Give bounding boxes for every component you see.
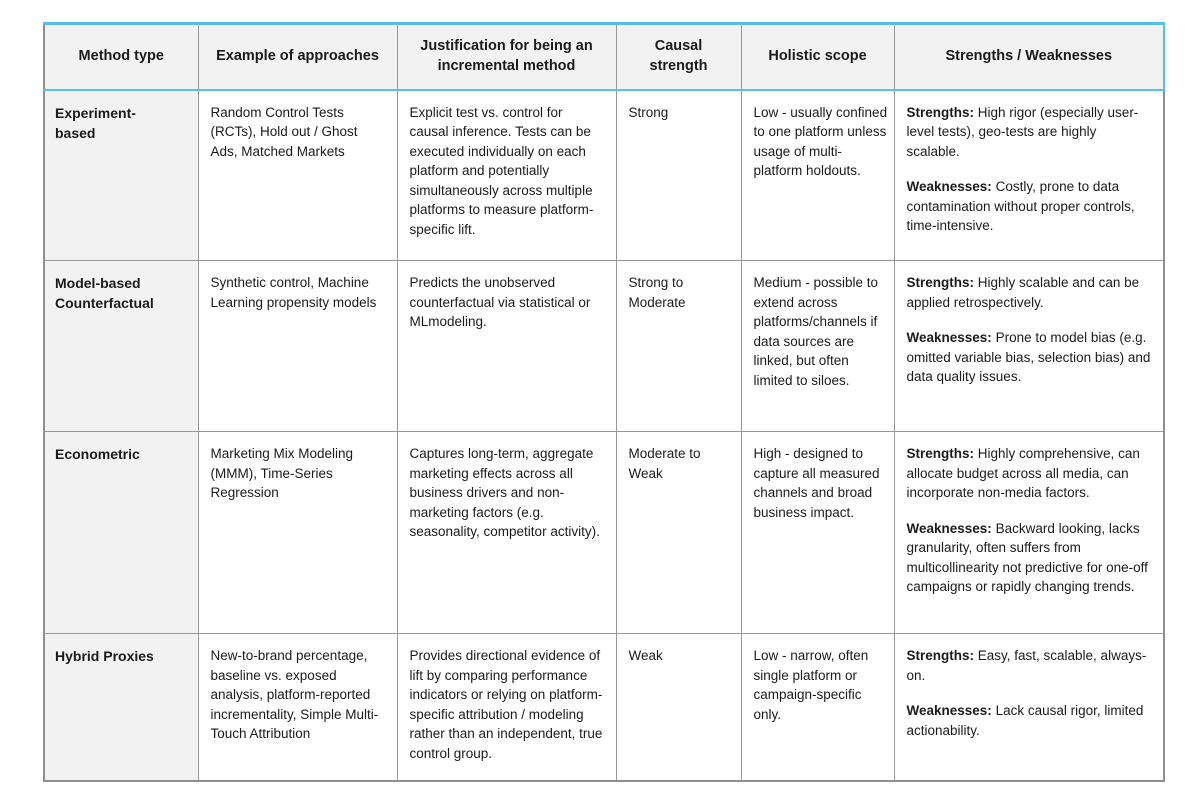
causal-strength-cell: Weak xyxy=(616,634,741,781)
strengths-text: Highly scalable and can be applied retrospectively. xyxy=(906,275,1140,310)
causal-strength-cell: Strong xyxy=(616,90,741,261)
weaknesses-label: Weaknesses: xyxy=(906,703,992,719)
justification-cell: Explicit test vs. control for causal inference. Tests can be executed individually on each platform and potentially simultaneously across multiple platforms to measure platform-specific lift. xyxy=(397,90,616,261)
table-row-econometric xyxy=(44,432,1164,634)
examples-cell: Random Control Tests (RCTs), Hold out / Ghost Ads, Matched Markets xyxy=(198,90,397,261)
table-row-model-based-counterfactual xyxy=(44,261,1164,432)
table-row-hybrid-proxies xyxy=(44,634,1164,781)
causal-strength-cell: Moderate to Weak xyxy=(616,432,741,634)
strengths-weaknesses-cell xyxy=(894,261,1164,432)
strengths-paragraph xyxy=(907,444,1152,503)
strengths-paragraph xyxy=(907,646,1152,685)
weaknesses-label: Weaknesses: xyxy=(906,520,992,536)
header-method-type: Method type xyxy=(44,24,198,90)
header-row xyxy=(44,24,1164,90)
strengths-text: Easy, fast, scalable, always-on. xyxy=(906,648,1147,683)
header-strengths-weaknesses: Strengths / Weaknesses xyxy=(894,24,1164,90)
holistic-scope-cell: Low - usually confined to one platform unless usage of multi-platform holdouts. xyxy=(741,90,894,261)
strengths-text: High rigor (especially user-level tests), geo-tests are highly scalable. xyxy=(906,104,1139,159)
weaknesses-paragraph xyxy=(907,519,1152,597)
weaknesses-paragraph xyxy=(907,177,1152,236)
justification-cell: Provides directional evidence of lift by comparing performance indicators or relying on platform-specific attribution / modeling rather than an independent, true control group. xyxy=(397,634,616,781)
method-type-cell: Econometric xyxy=(44,432,198,634)
weaknesses-paragraph xyxy=(907,701,1152,740)
strengths-label: Strengths: xyxy=(906,446,974,461)
strengths-label: Strengths: xyxy=(906,104,974,120)
strengths-label: Strengths: xyxy=(906,648,974,663)
strengths-weaknesses-cell xyxy=(894,634,1164,781)
weaknesses-text: Lack causal rigor, limited actionability. xyxy=(906,703,1144,738)
holistic-scope-cell: Medium - possible to extend across platforms/channels if data sources are linked, but often limited to siloes. xyxy=(741,261,894,432)
header-holistic-scope: Holistic scope xyxy=(741,24,894,90)
strengths-paragraph xyxy=(907,103,1152,162)
header-example-of-approaches: Example of approaches xyxy=(198,24,397,90)
weaknesses-text: Backward looking, lacks granularity, often suffers from multicollinearity not predictive for one-off campaigns or rapidly changing trends. xyxy=(906,520,1148,595)
strengths-text: Highly comprehensive, can allocate budget across all media, can incorporate non-media factors. xyxy=(906,446,1140,501)
strengths-weaknesses-cell xyxy=(894,432,1164,634)
strengths-weaknesses-cell xyxy=(894,90,1164,261)
header-justification: Justification for being an incremental method xyxy=(397,24,616,90)
justification-cell: Captures long-term, aggregate marketing effects across all business drivers and non-marketing factors (e.g. seasonality, competitor activity). xyxy=(397,432,616,634)
methods-comparison-table xyxy=(43,22,1165,782)
examples-cell: New-to-brand percentage, baseline vs. exposed analysis, platform-reported incrementality, Simple Multi-Touch Attribution xyxy=(198,634,397,781)
weaknesses-text: Costly, prone to data contamination without proper controls, time-intensive. xyxy=(906,179,1135,234)
justification-cell: Predicts the unobserved counterfactual via statistical or MLmodeling. xyxy=(397,261,616,432)
header-causal-strength: Causal strength xyxy=(616,24,741,90)
table-row-experiment-based xyxy=(44,90,1164,261)
strengths-label: Strengths: xyxy=(906,275,974,290)
weaknesses-label: Weaknesses: xyxy=(906,179,992,195)
weaknesses-paragraph xyxy=(907,328,1152,387)
method-type-cell: Model-based Counterfactual xyxy=(44,261,198,432)
method-type-cell: Experiment-based xyxy=(44,90,198,261)
weaknesses-label: Weaknesses: xyxy=(906,330,992,346)
examples-cell: Synthetic control, Machine Learning propensity models xyxy=(198,261,397,432)
examples-cell: Marketing Mix Modeling (MMM), Time-Series Regression xyxy=(198,432,397,634)
weaknesses-text: Prone to model bias (e.g. omitted variable bias, selection bias) and data quality issues. xyxy=(906,330,1151,385)
method-type-cell: Hybrid Proxies xyxy=(44,634,198,781)
strengths-paragraph xyxy=(907,273,1152,312)
holistic-scope-cell: High - designed to capture all measured channels and broad business impact. xyxy=(741,432,894,634)
causal-strength-cell: Strong to Moderate xyxy=(616,261,741,432)
holistic-scope-cell: Low - narrow, often single platform or campaign-specific only. xyxy=(741,634,894,781)
